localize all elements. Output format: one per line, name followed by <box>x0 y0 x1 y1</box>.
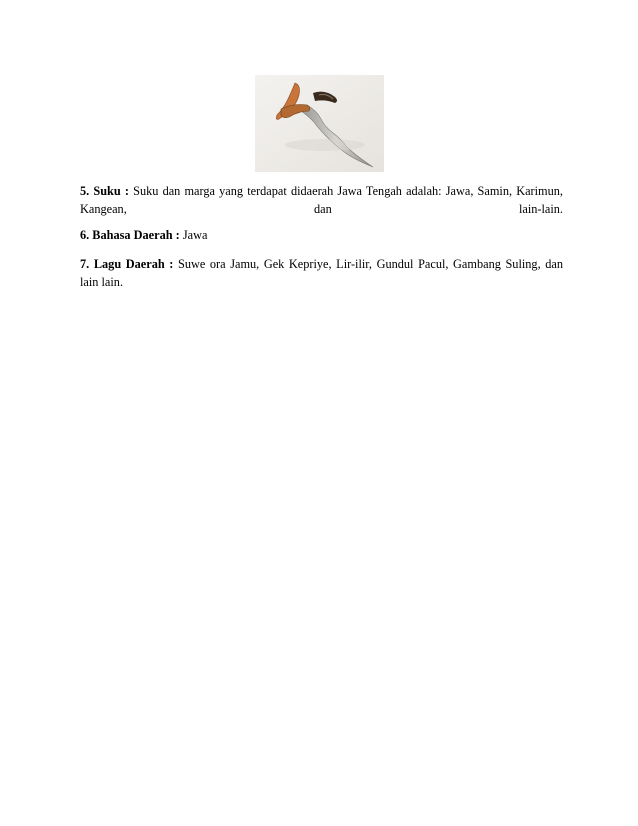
section-lagu-daerah <box>80 255 563 291</box>
section-label: 6. Bahasa Daerah : <box>80 228 180 242</box>
section-label: 7. Lagu Daerah : <box>80 257 174 271</box>
section-text: Jawa <box>182 228 208 242</box>
section-label: 5. Suku : <box>80 184 129 198</box>
section-suku <box>80 182 563 218</box>
keris-image <box>255 75 384 172</box>
section-text: Suku dan marga yang terdapat didaerah Jawa Tengah adalah: Jawa, Samin, Karimun, Kangean, dan lain-lain. <box>80 184 563 216</box>
section-bahasa-daerah <box>80 226 563 244</box>
section-text: Suwe ora Jamu, Gek Kepriye, Lir-ilir, Gundul Pacul, Gambang Suling, dan lain lain. <box>80 257 563 289</box>
